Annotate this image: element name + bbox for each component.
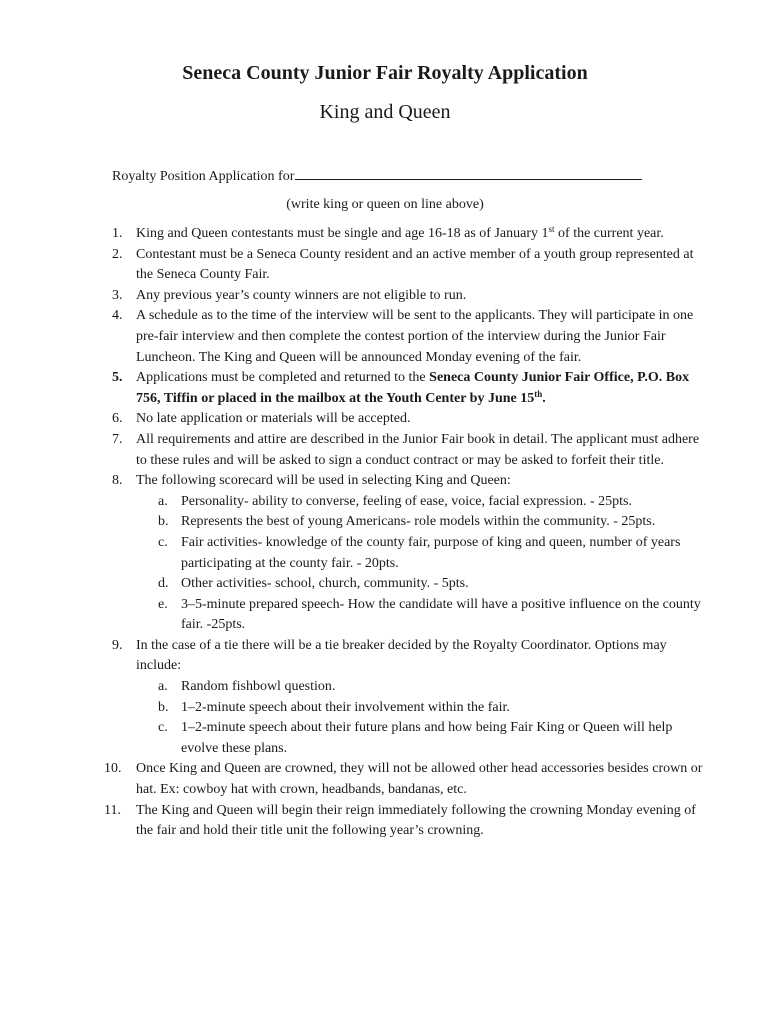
page-subtitle: King and Queen (319, 101, 451, 123)
rule-number: 7. (112, 431, 123, 447)
rule-item (0, 430, 770, 471)
position-label: Royalty Position Application for (112, 169, 295, 184)
rule-number: 5. (112, 370, 123, 386)
tiebreaker-item (0, 698, 770, 719)
position-instruction: (write king or queen on line above) (286, 197, 484, 212)
sub-letter: b. (158, 699, 169, 715)
sub-text: 1–2-minute speech about their involvement within the fair. (181, 699, 510, 715)
rule-text: Any previous year’s county winners are not eligible to run. (136, 287, 467, 303)
sub-letter: a. (158, 679, 168, 695)
rule-item (0, 245, 770, 286)
sub-text: Personality- ability to converse, feeling of ease, voice, facial expression. - 25pts. (181, 493, 632, 509)
rule-item (0, 471, 770, 492)
rule-item (0, 801, 770, 842)
rule-text: King and Queen contestants must be single and age 16-18 as of January 1st of the current year. (136, 224, 664, 241)
sub-text: 1–2-minute speech about their future plans and how being Fair King or Queen will help evolve these plans. (181, 720, 673, 756)
rule-number: 6. (112, 411, 123, 427)
rule-item (0, 409, 770, 430)
sub-text: Represents the best of young Americans- role models within the community. - 25pts. (181, 514, 656, 530)
rule-item (0, 368, 770, 409)
rule-number: 9. (112, 637, 123, 653)
rule-number: 1. (112, 226, 123, 241)
rule-item (0, 224, 770, 245)
submission-address: Seneca County Junior Fair Office, P.O. Box 756, Tiffin or placed in the mailbox at the Youth Center by June 15th. (136, 370, 690, 406)
rule-text: The following scorecard will be used in selecting King and Queen: (136, 473, 511, 489)
rule-number: 8. (112, 473, 123, 489)
scorecard-item (0, 512, 770, 533)
rule-text: Once King and Queen are crowned, they will not be allowed other head accessories besides crown or hat. Ex: cowboy hat with crown, headbands, bandanas, etc. (136, 761, 703, 798)
rule-item (0, 286, 770, 307)
rule-number: 3. (112, 287, 123, 303)
rule-number: 11. (104, 802, 121, 818)
scorecard-item (0, 595, 770, 636)
sub-text: Random fishbowl question. (181, 679, 336, 695)
rule-item (0, 759, 770, 800)
rule-item (0, 636, 770, 677)
position-field-row (112, 165, 642, 187)
sub-letter: c. (158, 720, 168, 736)
sub-letter: c. (158, 534, 168, 550)
rule-text: In the case of a tie there will be a tie breaker decided by the Royalty Coordinator. Options may include: (136, 637, 667, 674)
sub-text: 3–5-minute prepared speech- How the candidate will have a positive influence on the county fair. -25pts. (181, 596, 701, 633)
rule-text: A schedule as to the time of the interview will be sent to the applicants. They will participate in one pre-fair interview and then complete the contest portion of the interview during the Junior Fair Luncheon. The King and Queen will be announced Monday evening of the fair. (136, 308, 694, 365)
sub-letter: e. (158, 596, 168, 612)
position-blank-line[interactable] (295, 165, 642, 180)
rule-text: Contestant must be a Seneca County resident and an active member of a youth group represented at the Seneca County Fair. (136, 246, 694, 283)
rule-text: Applications must be completed and returned to the Seneca County Junior Fair Office, P.O. Box 756, Tiffin or placed in the mailbox at the Youth Center by June 15th. (136, 370, 690, 406)
sub-letter: a. (158, 493, 168, 509)
tiebreaker-item (0, 718, 770, 759)
sub-text: Fair activities- knowledge of the county fair, purpose of king and queen, number of years participating at the county fair. - 20pts. (181, 534, 681, 571)
scorecard-item (0, 533, 770, 574)
rule-number: 10. (104, 761, 122, 777)
rule-text: The King and Queen will begin their reign immediately following the crowning Monday evening of the fair and hold their title unit the following year’s crowning. (136, 802, 696, 839)
rule-text: No late application or materials will be accepted. (136, 411, 411, 427)
sub-text: Other activities- school, church, community. - 5pts. (181, 576, 469, 592)
scorecard-item (0, 574, 770, 595)
tiebreaker-item (0, 677, 770, 698)
rule-number: 4. (112, 308, 123, 324)
rule-number: 2. (112, 246, 123, 262)
scorecard-item (0, 492, 770, 513)
sub-letter: d. (158, 576, 169, 592)
sub-letter: b. (158, 514, 169, 530)
rules-list (0, 224, 770, 842)
rule-item (0, 306, 770, 368)
rule-text: All requirements and attire are described in the Junior Fair book in detail. The applicant must adhere to these rules and will be asked to sign a conduct contract or may be asked to forfeit their title. (136, 431, 700, 468)
page-title: Seneca County Junior Fair Royalty Application (182, 62, 588, 84)
